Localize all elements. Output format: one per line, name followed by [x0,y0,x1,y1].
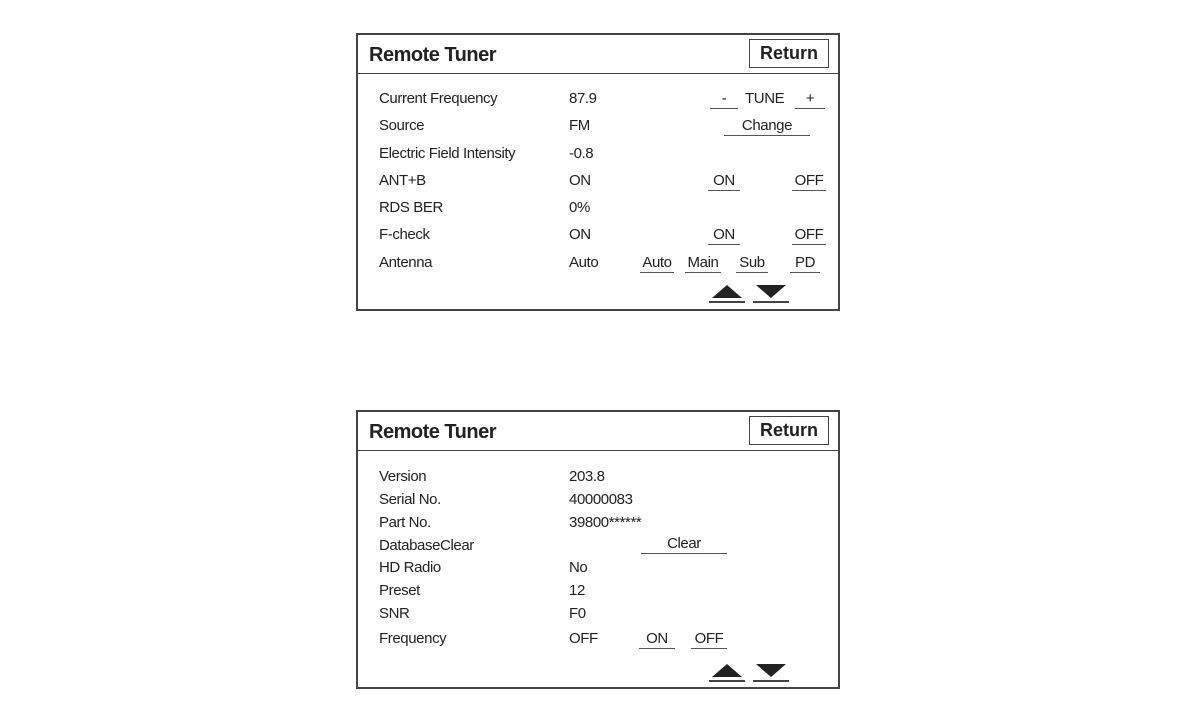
field-intensity-value: -0.8 [569,145,594,162]
tune-label: TUNE [745,90,785,107]
antenna-sub-button[interactable]: Sub [736,254,768,273]
remote-tuner-screen-1 [356,33,840,311]
ant-b-value: ON [569,172,591,189]
remote-tuner-screen-2 [356,410,840,689]
return-button[interactable]: Return [749,39,829,68]
scroll-down-button[interactable] [753,283,789,303]
snr-label: SNR [379,605,410,622]
f-check-value: ON [569,226,591,243]
triangle-up-icon [712,664,742,677]
hd-radio-label: HD Radio [379,559,441,576]
database-clear-label: DatabaseClear [379,537,474,554]
screen-header [358,35,838,74]
serial-no-value: 40000083 [569,491,633,508]
antenna-pd-button[interactable]: PD [790,254,820,273]
triangle-up-icon [712,285,742,298]
screen-header [358,412,838,451]
part-no-label: Part No. [379,514,431,531]
preset-value: 12 [569,582,585,599]
serial-no-label: Serial No. [379,491,441,508]
f-check-on-button[interactable]: ON [708,226,740,245]
screen-title: Remote Tuner [369,44,496,66]
rds-ber-label: RDS BER [379,199,443,216]
database-clear-button[interactable]: Clear [641,535,727,554]
scroll-up-button[interactable] [709,662,745,682]
source-change-button[interactable]: Change [724,117,810,136]
current-frequency-label: Current Frequency [379,90,498,107]
field-intensity-label: Electric Field Intensity [379,145,516,162]
current-frequency-value: 87.9 [569,90,597,107]
antenna-auto-button[interactable]: Auto [640,254,674,273]
scroll-down-button[interactable] [753,662,789,682]
version-label: Version [379,468,427,485]
rds-ber-value: 0% [569,199,590,216]
hd-radio-value: No [569,559,588,576]
antenna-main-button[interactable]: Main [685,254,721,273]
snr-value: F0 [569,605,586,622]
f-check-label: F-check [379,226,430,243]
tune-minus-button[interactable]: - [710,90,738,109]
triangle-down-icon [756,664,786,677]
return-button[interactable]: Return [749,416,829,445]
ant-b-off-button[interactable]: OFF [792,172,826,191]
frequency-value: OFF [569,630,598,647]
antenna-value: Auto [569,254,599,271]
ant-b-on-button[interactable]: ON [708,172,740,191]
screen-title: Remote Tuner [369,421,496,443]
scroll-up-button[interactable] [709,283,745,303]
f-check-off-button[interactable]: OFF [792,226,826,245]
tune-plus-button[interactable]: + [795,90,825,109]
frequency-off-button[interactable]: OFF [691,630,727,649]
ant-b-label: ANT+B [379,172,426,189]
triangle-down-icon [756,285,786,298]
source-value: FM [569,117,590,134]
version-value: 203.8 [569,468,605,485]
preset-label: Preset [379,582,420,599]
source-label: Source [379,117,425,134]
frequency-label: Frequency [379,630,447,647]
part-no-value: 39800****** [569,514,642,531]
antenna-label: Antenna [379,254,433,271]
frequency-on-button[interactable]: ON [639,630,675,649]
